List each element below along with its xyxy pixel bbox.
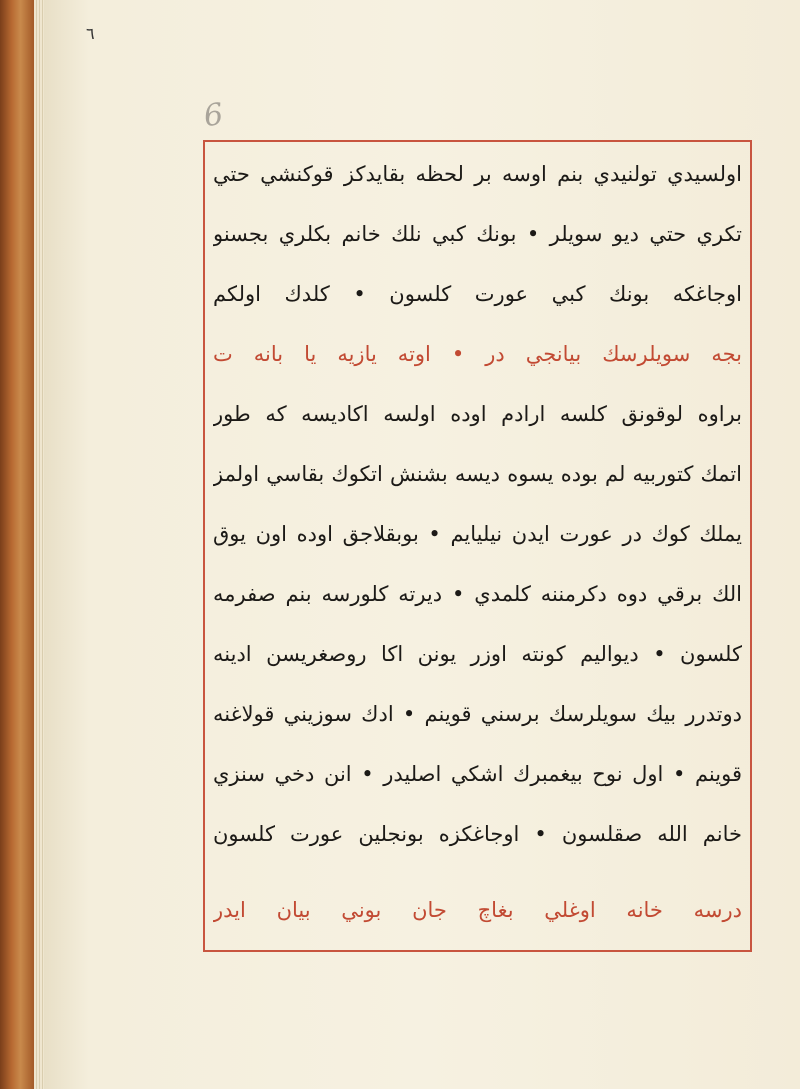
text-line: تكري حتي ديو سويلر • بونك كبي نلك خانم بكلري بجسنو: [213, 222, 742, 246]
text-line: الك برقي دوه دكرمننه كلمدي • ديرته كلورسه بنم صفرمه: [213, 582, 742, 606]
text-frame: [203, 140, 752, 952]
text-line: اولسيدي تولنيدي بنم اوسه بر لحظه بقايدكز قوكنشي حتي: [213, 162, 742, 186]
pencil-page-number: 6: [201, 96, 226, 135]
page-edges: [34, 0, 44, 1089]
text-line: خانم الله صقلسون • اوجاغكزه بونجلين عورت كلسون: [213, 822, 742, 846]
rubric-line: بجه سويلرسك بيانجي در • اوته يازيه يا بانه ت: [213, 342, 742, 366]
text-line: اوجاغكه بونك كبي عورت كلسون • كلدك اولكم: [213, 282, 742, 306]
text-line: قوينم • اول نوح بيغمبرك اشكي اصليدر • انن دخي سنزي: [213, 762, 742, 786]
text-line: براوه لوقونق كلسه ارادم اوده اولسه اكاديسه كه طور: [213, 402, 742, 426]
text-line: كلسون • ديواليم كونته اوزر يونن اكا روصغريسن ادينه: [213, 642, 742, 666]
book-spine: [0, 0, 34, 1089]
text-line: يملك كوك در عورت ايدن نيليايم • بوبقلاجق اوده اون يوق: [213, 522, 742, 546]
text-line: اتمك كتوربيه لم بوده يسوه ديسه بشنش اتكوك بقاسي اولمز: [213, 462, 742, 486]
text-line: دوتدرر بيك سويلرسك برسني قوينم • ادك سوزيني قولاغنه: [213, 702, 742, 726]
folio-number: ٦: [86, 24, 95, 43]
rubric-line: درسه خانه اوغلي بغاچ جان بوني بيان ايدر: [213, 898, 742, 922]
